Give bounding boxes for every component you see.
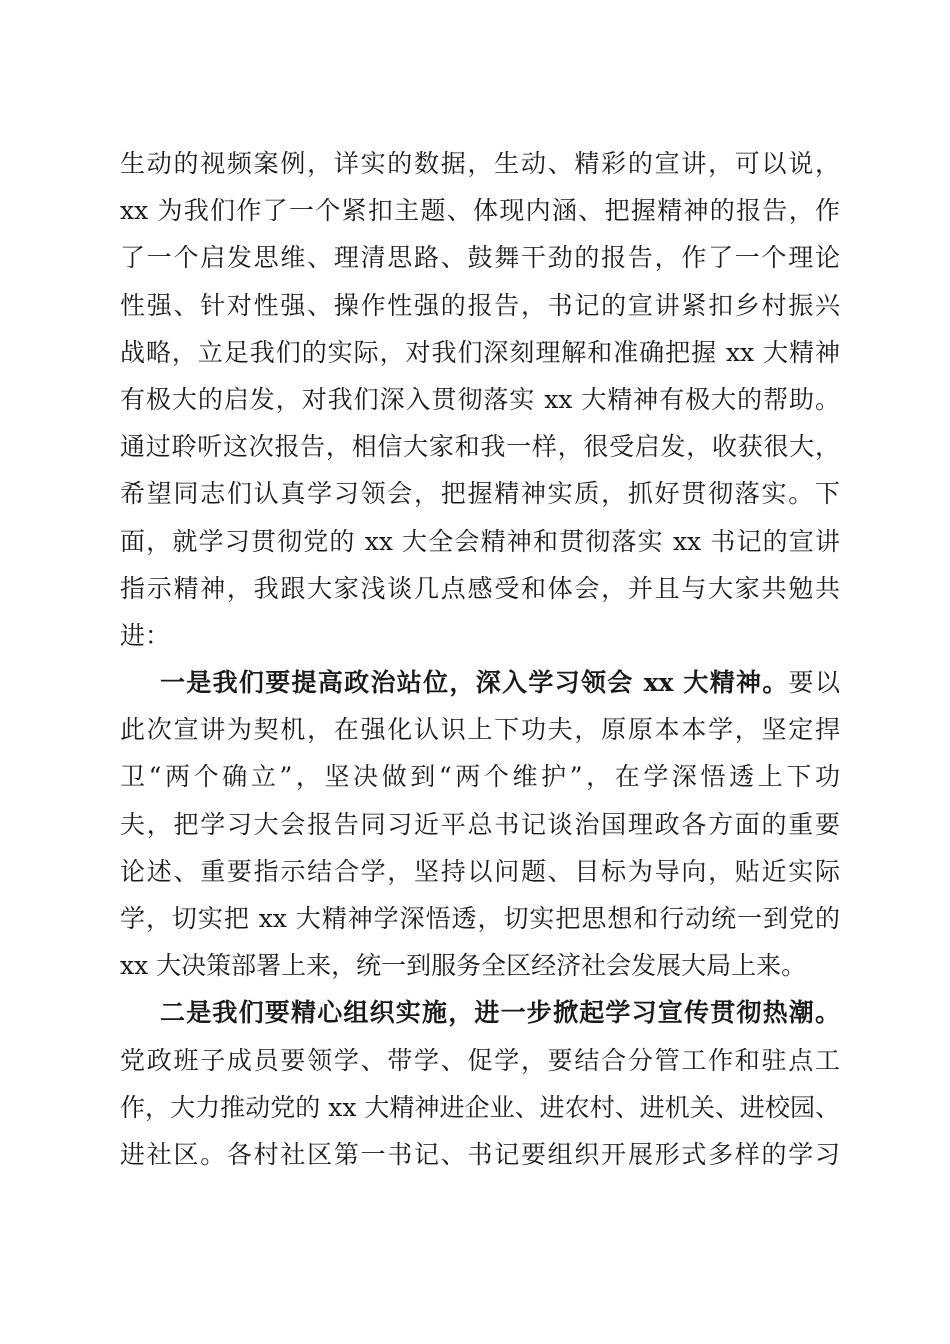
paragraph-line: 战略，立足我们的实际，对我们深刻理解和准确把握 xx 大精神 [120, 337, 840, 367]
paragraph-line: 性强、针对性强、操作性强的报告，书记的宣讲紧扣乡村振兴 [120, 290, 840, 320]
document-body [120, 140, 840, 1178]
paragraph-line: 夫，把学习大会报告同习近平总书记谈治国理政各方面的重要 [120, 809, 840, 839]
paragraph-line: 指示精神，我跟大家浅谈几点感受和体会，并且与大家共勉共 [120, 573, 840, 603]
paragraph-line: 卫“两个确立”，坚决做到“两个维护”，在学深悟透上下功 [120, 762, 840, 792]
paragraph-line: 面，就学习贯彻党的 xx 大全会精神和贯彻落实 xx 书记的宣讲 [120, 526, 840, 556]
paragraph-line: 生动的视频案例，详实的数据，生动、精彩的宣讲，可以说， [120, 149, 840, 178]
paragraph-line: 进： [120, 620, 171, 650]
paragraph-line: 希望同志们认真学习领会，把握精神实质，抓好贯彻落实。下 [120, 479, 840, 509]
paragraph-line: 通过聆听这次报告，相信大家和我一样，很受启发，收获很大， [120, 432, 840, 462]
paragraph-line: xx 为我们作了一个紧扣主题、体现内涵、把握精神的报告，作 [120, 196, 840, 226]
paragraph-line: 进社区。各村社区第一书记、书记要组织开展形式多样的学习 [120, 1139, 840, 1169]
paragraph-line: 此次宣讲为契机，在强化认识上下功夫，原原本本学，坚定捍 [120, 715, 840, 745]
section-one-heading-line [120, 659, 840, 706]
paragraph-line: 有极大的启发，对我们深入贯彻落实 xx 大精神有极大的帮助。 [120, 384, 840, 414]
section-two-heading: 二是我们要精心组织实施，进一步掀起学习宣传贯彻热潮。 [160, 998, 840, 1028]
paragraph-line: 学，切实把 xx 大精神学深悟透，切实把思想和行动统一到党的 [120, 904, 840, 933]
paragraph-line: xx 大决策部署上来，统一到服务全区经济社会发展大局上来。 [120, 951, 807, 981]
section-one-text: 要以 [788, 668, 840, 698]
paragraph-line: 党政班子成员要领学、带学、促学，要结合分管工作和驻点工 [120, 1045, 840, 1075]
paragraph-line: 作，大力推动党的 xx 大精神进企业、进农村、进机关、进校园、 [120, 1092, 840, 1122]
paragraph-line: 论述、重要指示结合学，坚持以问题、目标为导向，贴近实际 [120, 856, 840, 886]
paragraph-line: 了一个启发思维、理清思路、鼓舞干劲的报告，作了一个理论 [120, 243, 840, 273]
section-one-heading: 一是我们要提高政治站位，深入学习领会 xx 大精神。 [160, 668, 789, 698]
